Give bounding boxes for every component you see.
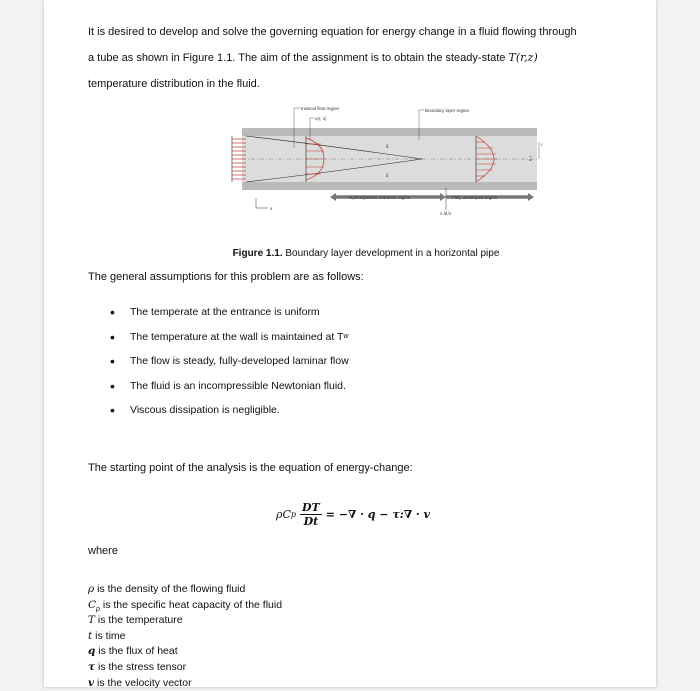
- list-item: • The fluid is an incompressible Newtonian fluid.: [110, 377, 346, 394]
- label-ro: r o: [528, 156, 533, 162]
- list-item: τ is the stress tensor: [88, 660, 187, 673]
- list-item: ρ is the density of the flowing fluid: [88, 583, 246, 595]
- bullet-icon: •: [110, 402, 115, 419]
- definitions-list: [88, 582, 282, 691]
- label-boundary-layer: Boundary layer region: [425, 108, 470, 113]
- entrance-velocity-profile: [232, 136, 246, 182]
- list-item: • The flow is steady, fully-developed laminar flow: [110, 353, 349, 370]
- equation-rhs: = −∇ · q − τ:∇ · v: [325, 507, 430, 521]
- label-xfd: x fd,h: [440, 211, 452, 216]
- label-x-axis: x: [270, 206, 273, 211]
- label-developed-region: Fully developed region: [452, 195, 498, 200]
- bullet-icon: •: [110, 328, 115, 345]
- pipe-wall-bottom: [242, 182, 537, 190]
- pipe-wall-top: [242, 128, 537, 136]
- list-item: • The temperature at the wall is maintained at T w: [110, 328, 349, 345]
- label-velocity: u(r, x): [315, 116, 327, 121]
- list-item: v is the velocity vector: [88, 676, 192, 689]
- assumptions-list: [110, 300, 349, 423]
- bullet-icon: •: [110, 304, 115, 321]
- intro-line-3: temperature distribution in the fluid.: [88, 78, 260, 90]
- list-item: • Viscous dissipation is negligible.: [110, 402, 280, 419]
- where-label: where: [88, 545, 118, 557]
- list-item: t is time: [88, 629, 126, 642]
- list-item: q is the flux of heat: [88, 645, 178, 658]
- wall-subscript: w: [343, 333, 349, 341]
- label-entrance-region: Hydrodynamic entrance region: [349, 195, 411, 200]
- label-delta-2: δ: [386, 173, 389, 178]
- equation-numerator: DT: [302, 500, 320, 514]
- list-item: T is the temperature: [88, 614, 183, 627]
- figure-caption: [60, 248, 672, 259]
- temperature-symbol: T(r,z): [508, 51, 538, 64]
- list-item: • The temperate at the entrance is uniform: [110, 304, 320, 321]
- intro-line-1: It is desired to develop and solve the governing equation for energy change in a fluid flowing through: [88, 26, 577, 38]
- equation-lhs-subscript: p: [290, 509, 297, 519]
- caption-prefix: Figure 1.1.: [232, 248, 283, 259]
- equation-denominator: Dt: [303, 514, 319, 528]
- bullet-icon: •: [110, 353, 115, 370]
- list-item: $C_p$ is the specific heat capacity of the fluid: [88, 598, 283, 613]
- bullet-icon: •: [110, 377, 115, 394]
- analysis-start: The starting point of the analysis is the equation of energy-change:: [88, 462, 413, 474]
- intro-line-2: a tube as shown in Figure 1.1. The aim of the assignment is to obtain the steady-state: [88, 52, 509, 64]
- document-page: [44, 0, 656, 687]
- caption-text: Boundary layer development in a horizontal pipe: [282, 248, 500, 259]
- assumptions-heading: The general assumptions for this problem are as follows:: [88, 271, 364, 283]
- pipe-figure: [194, 100, 544, 220]
- equation-lhs: ρC: [276, 507, 291, 521]
- label-delta-1: δ: [386, 144, 389, 149]
- label-r-axis: r: [541, 142, 543, 147]
- label-inviscid: Inviscid flow region: [301, 106, 340, 111]
- energy-equation: [276, 496, 430, 532]
- intro-paragraph: [88, 19, 613, 97]
- equation-fraction: [300, 501, 322, 528]
